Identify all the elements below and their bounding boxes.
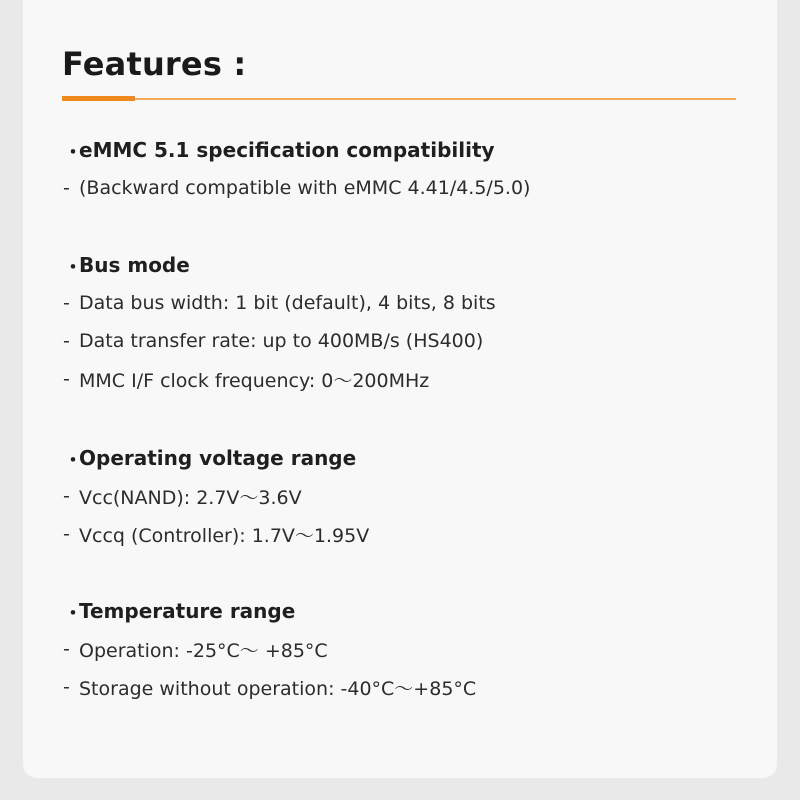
section-heading-text: Operating voltage range [79, 446, 357, 470]
section-heading [63, 246, 753, 284]
dash-icon: - [63, 638, 70, 660]
title-underline [62, 98, 736, 100]
list-item [63, 169, 753, 207]
dash-icon: - [63, 523, 70, 545]
section-heading [63, 131, 753, 169]
list-item [63, 515, 753, 553]
list-item-text: (Backward compatible with eMMC 4.41/4.5/5.0) [79, 177, 531, 199]
section-heading-text: Bus mode [79, 253, 190, 277]
list-item-text: Vccq (Controller): 1.7V～1.95V [79, 524, 370, 547]
section-heading-text: eMMC 5.1 specification compatibility [79, 138, 495, 162]
section-temperature-range [63, 592, 753, 706]
section-emmc-spec [63, 131, 753, 207]
list-item-text: MMC I/F clock frequency: 0～200MHz [79, 369, 430, 392]
section-heading-text: Temperature range [79, 599, 296, 623]
bullet-icon: ・ [63, 254, 83, 279]
list-item-text: Operation: -25°C～ +85°C [79, 639, 328, 662]
dash-icon: - [63, 330, 70, 352]
bullet-icon: ・ [63, 447, 83, 472]
list-item [63, 477, 753, 515]
list-item [63, 668, 753, 706]
list-item [63, 630, 753, 668]
list-item-text: Data transfer rate: up to 400MB/s (HS400) [79, 330, 484, 352]
section-heading [63, 592, 753, 630]
page-title: Features : [62, 45, 247, 83]
list-item [63, 360, 753, 398]
section-operating-voltage [63, 439, 753, 553]
dash-icon: - [63, 485, 70, 507]
dash-icon: - [63, 676, 70, 698]
list-item-text: Storage without operation: -40°C～+85°C [79, 677, 477, 700]
dash-icon: - [63, 292, 70, 314]
list-item [63, 284, 753, 322]
bullet-icon: ・ [63, 600, 83, 625]
dash-icon: - [63, 177, 70, 199]
dash-icon: - [63, 368, 70, 390]
section-heading [63, 439, 753, 477]
section-bus-mode [63, 246, 753, 398]
bullet-icon: ・ [63, 139, 83, 164]
list-item-text: Data bus width: 1 bit (default), 4 bits, 8 bits [79, 292, 496, 314]
list-item-text: Vcc(NAND): 2.7V～3.6V [79, 486, 302, 509]
list-item [63, 322, 753, 360]
title-underline-accent [62, 96, 135, 101]
features-card [23, 0, 777, 778]
